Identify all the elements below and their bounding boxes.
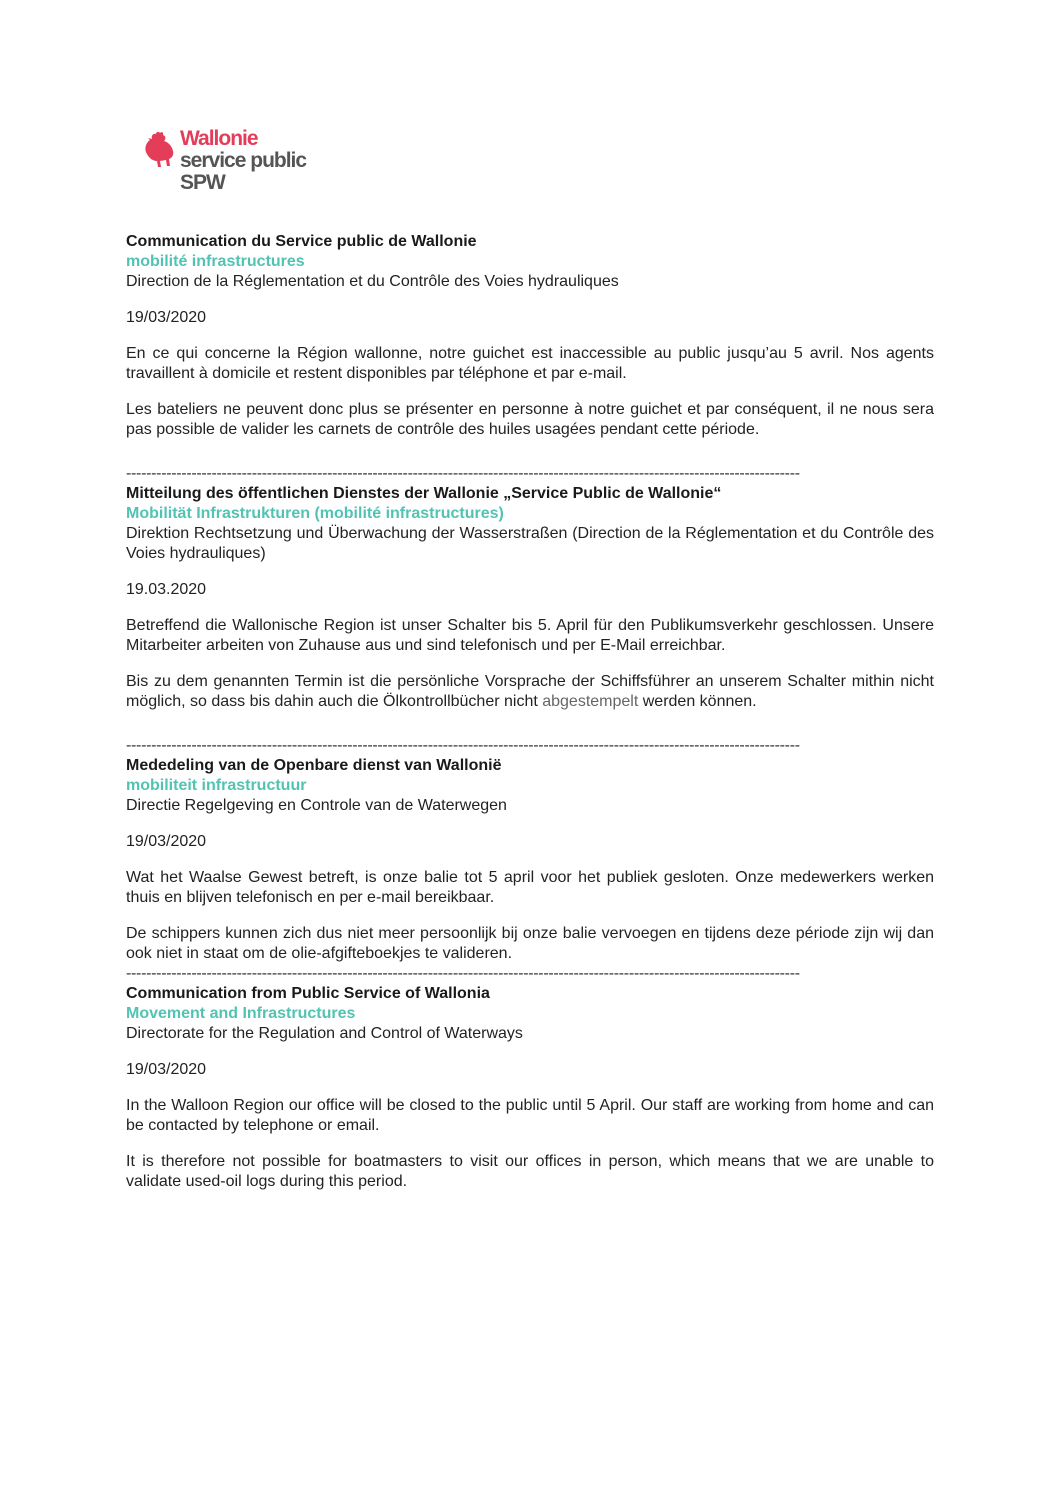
section-paragraph: Wat het Waalse Gewest betreft, is onze balie tot 5 april voor het publiek gesloten. Onze medewerkers werken thuis en blijven telefonisch en per e-mail bereikbaar. (126, 869, 934, 906)
section-subtitle: Movement and Infrastructures (126, 1005, 356, 1022)
paragraph-text: werden können. (638, 693, 757, 710)
section-direction: Directie Regelgeving en Controle van de Waterwegen (126, 797, 507, 814)
document-body (126, 232, 934, 1192)
section-date: 19.03.2020 (126, 581, 207, 598)
section-title: Communication du Service public de Wallonie (126, 233, 477, 250)
section-english (126, 984, 934, 1192)
spw-logo (142, 128, 342, 198)
section-paragraph: Les bateliers ne peuvent donc plus se présenter en personne à notre guichet et par conséquent, il ne nous sera pas possible de valider les carnets de contrôle des huiles usagées pendant cette période. (126, 401, 934, 438)
logo-line-service-public: service public (180, 149, 307, 172)
logo-wordmark (180, 128, 306, 194)
section-direction: Direction de la Réglementation et du Contrôle des Voies hydrauliques (126, 273, 619, 290)
separator-line: -------------------------------------------------------------------------------------------------------------------------------------- (126, 965, 800, 982)
logo-line-wallonie: Wallonie (180, 127, 258, 150)
section-paragraph: De schippers kunnen zich dus niet meer persoonlijk bij onze balie vervoegen en tijdens deze période zijn wij dan ook niet in staat om de olie-afgifteboekjes te valideren. (126, 925, 934, 962)
section-paragraph: In the Walloon Region our office will be closed to the public until 5 April. Our staff are working from home and can be contacted by telephone or email. (126, 1097, 934, 1134)
section-german (126, 484, 934, 712)
section-dutch (126, 756, 934, 964)
section-title: Mitteilung des öffentlichen Dienstes der Wallonie „Service Public de Wallonie“ (126, 485, 722, 502)
section-title: Communication from Public Service of Wallonia (126, 985, 490, 1002)
section-paragraph: Betreffend die Wallonische Region ist unser Schalter bis 5. April für den Publikumsverkehr geschlossen. Unsere Mitarbeiter arbeiten von Zuhause aus und sind telefonisch und per E-Mail erreichbar. (126, 617, 934, 654)
separator-line: -------------------------------------------------------------------------------------------------------------------------------------- (126, 737, 800, 754)
section-date: 19/03/2020 (126, 309, 207, 326)
section-direction: Direktion Rechtsetzung und Überwachung der Wasserstraßen (Direction de la Réglementation et du Contrôle des Voies hydrauliques) (126, 525, 934, 562)
section-french (126, 232, 934, 440)
section-subtitle: Mobilität Infrastrukturen (mobilité infrastructures) (126, 505, 504, 522)
section-date: 19/03/2020 (126, 1061, 207, 1078)
section-paragraph (126, 672, 934, 712)
section-title: Mededeling van de Openbare dienst van Wallonië (126, 757, 502, 774)
section-date: 19/03/2020 (126, 833, 207, 850)
section-direction: Directorate for the Regulation and Control of Waterways (126, 1025, 523, 1042)
section-paragraph: En ce qui concerne la Région wallonne, notre guichet est inaccessible au public jusqu’au 5 avril. Nos agents travaillent à domicile et restent disponibles par téléphone et par e-mail. (126, 345, 934, 382)
rooster-icon (142, 130, 176, 170)
logo-line-spw: SPW (180, 171, 225, 194)
highlighted-word: abgestempelt (542, 693, 639, 710)
paragraph-text: Bis zu dem genannten Termin ist die persönliche Vorsprache der Schiffsführer an unserem Schalter mithin nicht möglich, so dass bis dahin auch die Ölkontrollbücher nicht (126, 673, 934, 710)
section-subtitle: mobilité infrastructures (126, 253, 305, 270)
section-paragraph: It is therefore not possible for boatmasters to visit our offices in person, which means that we are unable to validate used-oil logs during this period. (126, 1153, 934, 1190)
section-subtitle: mobiliteit infrastructuur (126, 777, 307, 794)
separator-line: -------------------------------------------------------------------------------------------------------------------------------------- (126, 465, 800, 482)
